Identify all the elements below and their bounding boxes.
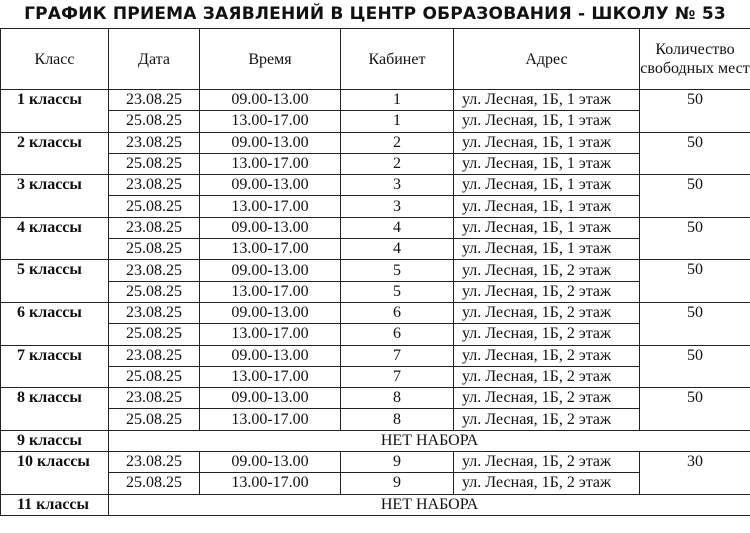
- room-cell: 5: [341, 281, 454, 302]
- room-cell: 3: [341, 175, 454, 196]
- table-row: [1, 217, 750, 238]
- time-cell: 13.00-17.00: [200, 281, 341, 302]
- header-class: Класс: [1, 29, 109, 90]
- no-enrollment-note: НЕТ НАБОРА: [109, 494, 750, 515]
- table-row: [1, 111, 750, 132]
- table-row: [1, 132, 750, 153]
- class-label: 9 классы: [1, 430, 109, 451]
- seats-cell: 30: [640, 452, 750, 495]
- time-cell: 09.00-13.00: [200, 345, 341, 366]
- address-cell: ул. Лесная, 1Б, 2 этаж: [454, 409, 640, 430]
- address-cell: ул. Лесная, 1Б, 2 этаж: [454, 302, 640, 323]
- table-row: [1, 239, 750, 260]
- time-cell: 09.00-13.00: [200, 90, 341, 111]
- room-cell: 9: [341, 473, 454, 494]
- time-cell: 13.00-17.00: [200, 111, 341, 132]
- table-row: [1, 430, 750, 451]
- class-label: 2 классы: [1, 132, 109, 175]
- header-time: Время: [200, 29, 341, 90]
- time-cell: 13.00-17.00: [200, 153, 341, 174]
- class-label: 1 классы: [1, 90, 109, 133]
- time-cell: 13.00-17.00: [200, 409, 341, 430]
- date-cell: 23.08.25: [109, 175, 200, 196]
- date-cell: 25.08.25: [109, 153, 200, 174]
- class-label: 4 классы: [1, 217, 109, 260]
- class-label: 7 классы: [1, 345, 109, 388]
- schedule-table: [0, 28, 750, 516]
- date-cell: 25.08.25: [109, 196, 200, 217]
- seats-cell: 50: [640, 388, 750, 431]
- time-cell: 09.00-13.00: [200, 260, 341, 281]
- table-row: [1, 196, 750, 217]
- table-row: [1, 409, 750, 430]
- address-cell: ул. Лесная, 1Б, 2 этаж: [454, 388, 640, 409]
- address-cell: ул. Лесная, 1Б, 2 этаж: [454, 366, 640, 387]
- table-row: [1, 388, 750, 409]
- room-cell: 8: [341, 388, 454, 409]
- class-label: 10 классы: [1, 452, 109, 495]
- room-cell: 2: [341, 132, 454, 153]
- time-cell: 13.00-17.00: [200, 239, 341, 260]
- class-label: 8 классы: [1, 388, 109, 431]
- time-cell: 09.00-13.00: [200, 452, 341, 473]
- date-cell: 23.08.25: [109, 388, 200, 409]
- table-row: [1, 260, 750, 281]
- time-cell: 13.00-17.00: [200, 366, 341, 387]
- class-label: 3 классы: [1, 175, 109, 218]
- time-cell: 13.00-17.00: [200, 196, 341, 217]
- time-cell: 13.00-17.00: [200, 324, 341, 345]
- date-cell: 25.08.25: [109, 239, 200, 260]
- date-cell: 23.08.25: [109, 345, 200, 366]
- date-cell: 25.08.25: [109, 111, 200, 132]
- class-label: 11 классы: [1, 494, 109, 515]
- seats-cell: 50: [640, 345, 750, 388]
- date-cell: 23.08.25: [109, 90, 200, 111]
- class-label: 5 классы: [1, 260, 109, 303]
- address-cell: ул. Лесная, 1Б, 1 этаж: [454, 153, 640, 174]
- table-row: [1, 473, 750, 494]
- address-cell: ул. Лесная, 1Б, 2 этаж: [454, 281, 640, 302]
- header-room: Кабинет: [341, 29, 454, 90]
- header-address: Адрес: [454, 29, 640, 90]
- table-row: [1, 153, 750, 174]
- address-cell: ул. Лесная, 1Б, 2 этаж: [454, 452, 640, 473]
- address-cell: ул. Лесная, 1Б, 2 этаж: [454, 473, 640, 494]
- time-cell: 09.00-13.00: [200, 175, 341, 196]
- header-row: [1, 29, 750, 90]
- room-cell: 6: [341, 302, 454, 323]
- address-cell: ул. Лесная, 1Б, 1 этаж: [454, 132, 640, 153]
- address-cell: ул. Лесная, 1Б, 1 этаж: [454, 239, 640, 260]
- date-cell: 25.08.25: [109, 473, 200, 494]
- table-row: [1, 452, 750, 473]
- room-cell: 5: [341, 260, 454, 281]
- table-row: [1, 494, 750, 515]
- seats-cell: 50: [640, 132, 750, 175]
- date-cell: 25.08.25: [109, 366, 200, 387]
- page-title: ГРАФИК ПРИЕМА ЗАЯВЛЕНИЙ В ЦЕНТР ОБРАЗОВАНИЯ - ШКОЛУ № 53: [24, 4, 726, 24]
- date-cell: 23.08.25: [109, 217, 200, 238]
- address-cell: ул. Лесная, 1Б, 1 этаж: [454, 111, 640, 132]
- seats-cell: 50: [640, 175, 750, 218]
- time-cell: 09.00-13.00: [200, 302, 341, 323]
- room-cell: 1: [341, 90, 454, 111]
- class-label: 6 классы: [1, 302, 109, 345]
- date-cell: 25.08.25: [109, 281, 200, 302]
- seats-cell: 50: [640, 217, 750, 260]
- seats-cell: 50: [640, 302, 750, 345]
- room-cell: 4: [341, 217, 454, 238]
- header-date: Дата: [109, 29, 200, 90]
- date-cell: 25.08.25: [109, 409, 200, 430]
- room-cell: 7: [341, 345, 454, 366]
- time-cell: 09.00-13.00: [200, 132, 341, 153]
- room-cell: 7: [341, 366, 454, 387]
- address-cell: ул. Лесная, 1Б, 1 этаж: [454, 90, 640, 111]
- address-cell: ул. Лесная, 1Б, 1 этаж: [454, 217, 640, 238]
- header-seats: Количество свободных мест: [640, 29, 750, 90]
- room-cell: 4: [341, 239, 454, 260]
- no-enrollment-note: НЕТ НАБОРА: [109, 430, 750, 451]
- room-cell: 9: [341, 452, 454, 473]
- table-row: [1, 345, 750, 366]
- date-cell: 23.08.25: [109, 132, 200, 153]
- table-row: [1, 366, 750, 387]
- address-cell: ул. Лесная, 1Б, 2 этаж: [454, 260, 640, 281]
- room-cell: 8: [341, 409, 454, 430]
- address-cell: ул. Лесная, 1Б, 2 этаж: [454, 345, 640, 366]
- seats-cell: 50: [640, 90, 750, 133]
- room-cell: 1: [341, 111, 454, 132]
- address-cell: ул. Лесная, 1Б, 1 этаж: [454, 175, 640, 196]
- date-cell: 23.08.25: [109, 260, 200, 281]
- time-cell: 09.00-13.00: [200, 217, 341, 238]
- time-cell: 13.00-17.00: [200, 473, 341, 494]
- table-row: [1, 302, 750, 323]
- room-cell: 6: [341, 324, 454, 345]
- time-cell: 09.00-13.00: [200, 388, 341, 409]
- table-row: [1, 90, 750, 111]
- seats-cell: 50: [640, 260, 750, 303]
- date-cell: 23.08.25: [109, 452, 200, 473]
- room-cell: 2: [341, 153, 454, 174]
- address-cell: ул. Лесная, 1Б, 2 этаж: [454, 324, 640, 345]
- date-cell: 23.08.25: [109, 302, 200, 323]
- table-row: [1, 175, 750, 196]
- address-cell: ул. Лесная, 1Б, 1 этаж: [454, 196, 640, 217]
- room-cell: 3: [341, 196, 454, 217]
- table-row: [1, 281, 750, 302]
- table-row: [1, 324, 750, 345]
- date-cell: 25.08.25: [109, 324, 200, 345]
